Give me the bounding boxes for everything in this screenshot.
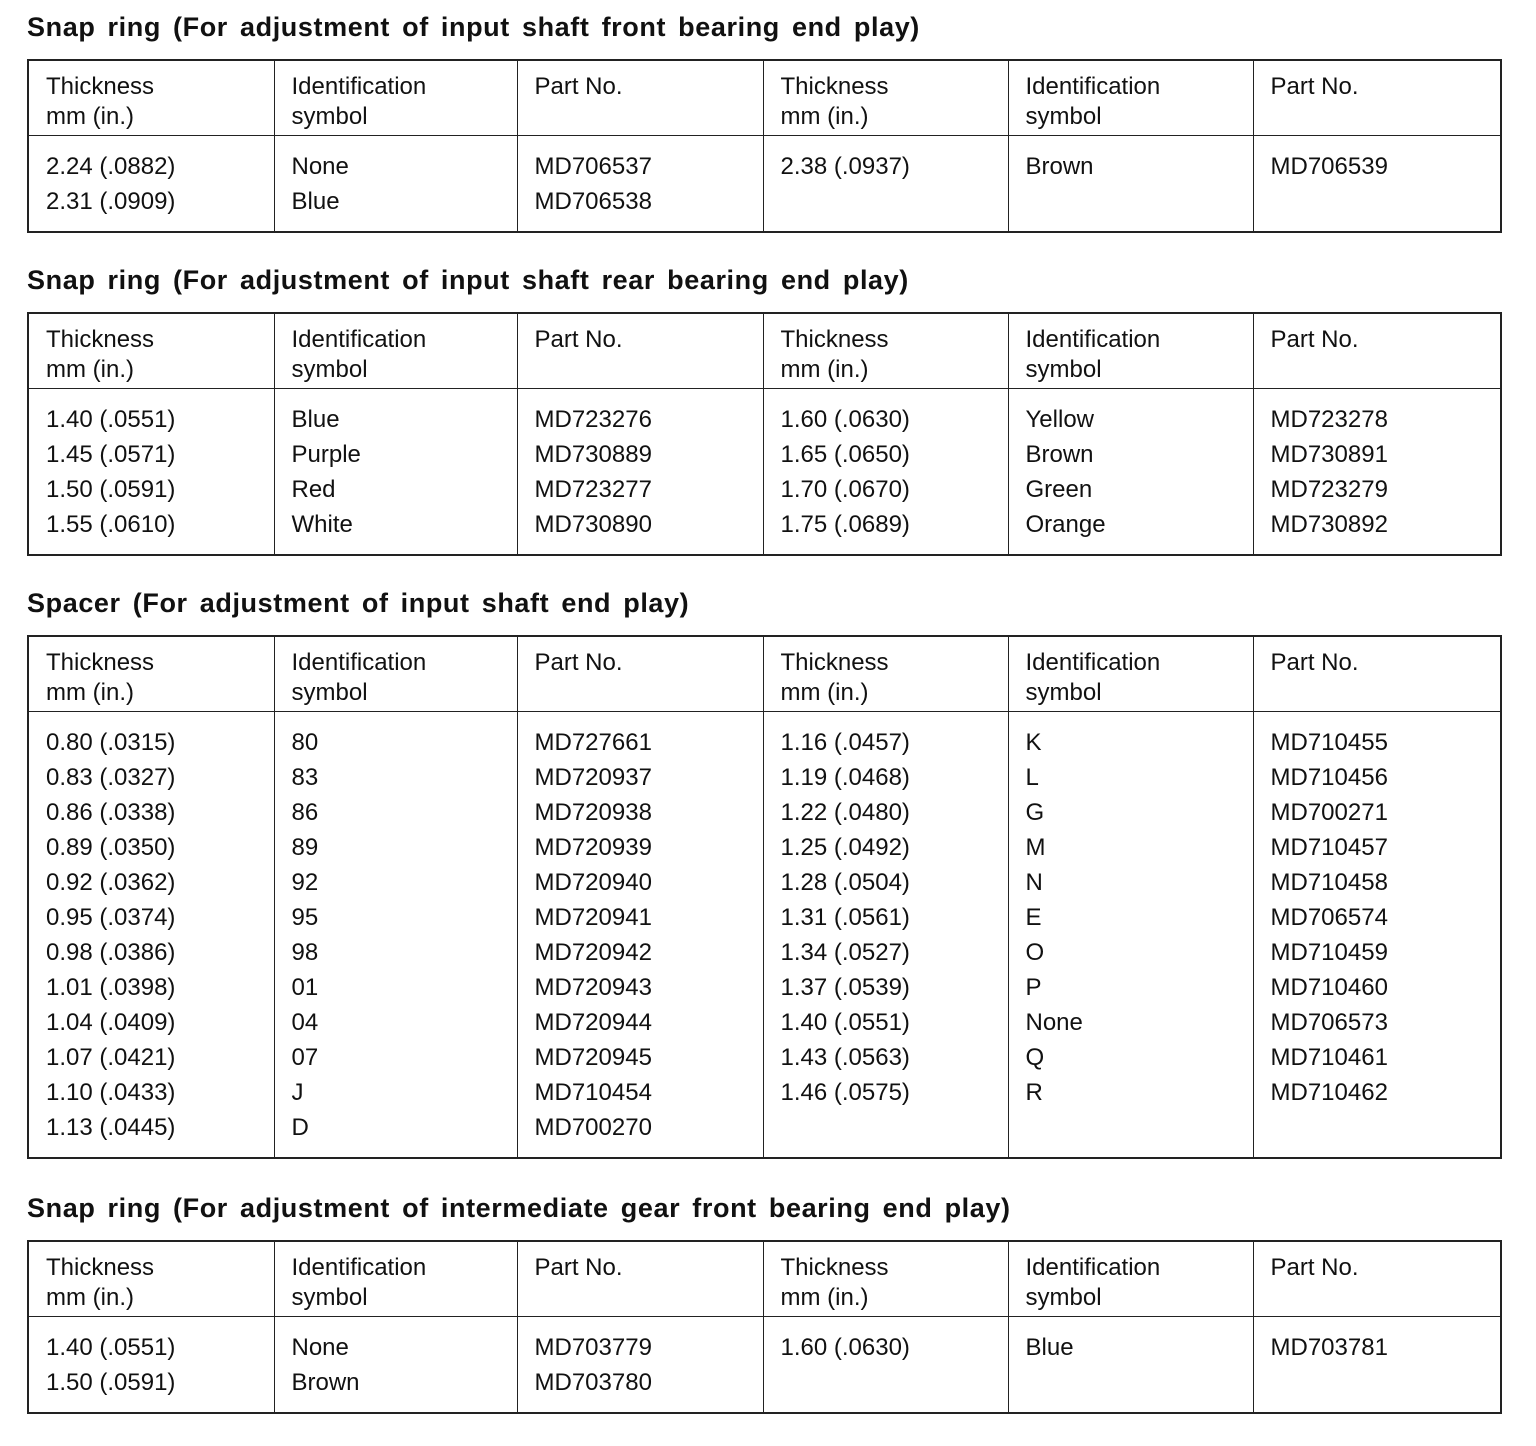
cell-value: 1.40 (.0551) <box>46 1333 176 1361</box>
cell-value: 0.83 (.0327) <box>46 763 176 791</box>
table-input-shaft-front-snap-ring <box>27 59 1502 233</box>
cell-value: 89 <box>291 833 319 861</box>
cell-value: 1.13 (.0445) <box>46 1113 176 1141</box>
header-label: symbol <box>1025 103 1102 130</box>
cell-value: MD730890 <box>534 510 652 538</box>
cell-value: 1.75 (.0689) <box>780 510 910 538</box>
header-label: Thickness <box>46 73 155 100</box>
header-label: mm (in.) <box>46 1284 134 1311</box>
cell-value: 1.60 (.0630) <box>780 1333 910 1361</box>
header-row <box>28 313 1501 388</box>
cell-value: MD723276 <box>534 405 652 433</box>
cell-value: 1.34 (.0527) <box>780 938 910 966</box>
column-header-identification-symbol <box>1008 636 1253 711</box>
cell-value: 1.45 (.0571) <box>46 440 176 468</box>
header-label: Thickness <box>780 649 889 676</box>
cell-value: MD723277 <box>534 475 652 503</box>
cell-value: MD703780 <box>534 1368 652 1396</box>
cell-value: MD730892 <box>1270 510 1388 538</box>
column-cell-identification-symbol <box>274 135 517 232</box>
column-cell-part-no <box>517 711 763 1158</box>
cell-value: 0.89 (.0350) <box>46 833 176 861</box>
column-cell-identification-symbol <box>1008 135 1253 232</box>
column-header-part-no <box>517 60 763 135</box>
cell-value: Blue <box>1025 1333 1074 1361</box>
column-cell-part-no <box>1253 1316 1501 1413</box>
header-label: symbol <box>1025 356 1102 383</box>
column-header-identification-symbol <box>274 313 517 388</box>
column-cell-thickness <box>28 388 274 555</box>
cell-value: 1.25 (.0492) <box>780 833 910 861</box>
column-cell-identification-symbol <box>274 388 517 555</box>
cell-value: Orange <box>1025 510 1106 538</box>
header-label: Identification <box>1025 73 1161 100</box>
cell-value: Purple <box>291 440 361 468</box>
cell-value: E <box>1025 903 1042 931</box>
column-cell-thickness <box>28 1316 274 1413</box>
header-label: Part No. <box>1270 1254 1359 1281</box>
header-label: Thickness <box>46 649 155 676</box>
cell-value: MD706537 <box>534 152 652 180</box>
column-header-thickness <box>28 636 274 711</box>
cell-value: 2.31 (.0909) <box>46 187 176 215</box>
column-cell-identification-symbol <box>274 1316 517 1413</box>
cell-value: MD720938 <box>534 798 652 826</box>
cell-value: MD720939 <box>534 833 652 861</box>
cell-value: 04 <box>291 1008 319 1036</box>
cell-value: MD706539 <box>1270 152 1388 180</box>
cell-value: 95 <box>291 903 319 931</box>
cell-value: 1.19 (.0468) <box>780 763 910 791</box>
column-header-identification-symbol <box>1008 60 1253 135</box>
header-label: symbol <box>291 356 368 383</box>
header-label: symbol <box>291 103 368 130</box>
table-intermediate-gear-snap-ring <box>27 1240 1502 1414</box>
cell-value: 0.92 (.0362) <box>46 868 176 896</box>
header-label: Identification <box>291 73 427 100</box>
column-header-part-no <box>1253 636 1501 711</box>
cell-value: Q <box>1025 1043 1045 1071</box>
cell-value: L <box>1025 763 1039 791</box>
cell-value: None <box>1025 1008 1083 1036</box>
cell-value: 1.40 (.0551) <box>780 1008 910 1036</box>
cell-value: MD710456 <box>1270 763 1388 791</box>
cell-value: MD720941 <box>534 903 652 931</box>
cell-value: MD723279 <box>1270 475 1388 503</box>
header-label: Identification <box>291 1254 427 1281</box>
cell-value: Blue <box>291 405 340 433</box>
cell-value: MD706573 <box>1270 1008 1388 1036</box>
cell-value: MD720944 <box>534 1008 652 1036</box>
cell-value: MD710460 <box>1270 973 1388 1001</box>
header-label: Thickness <box>780 73 889 100</box>
cell-value: 07 <box>291 1043 319 1071</box>
cell-value: MD700270 <box>534 1113 652 1141</box>
column-header-thickness <box>28 313 274 388</box>
header-label: Part No. <box>1270 73 1359 100</box>
header-row <box>28 636 1501 711</box>
column-cell-identification-symbol <box>1008 711 1253 1158</box>
section-title-input-shaft-rear-snap-ring: Snap ring (For adjustment of input shaft rear bearing end play) <box>27 265 909 295</box>
column-cell-thickness <box>28 711 274 1158</box>
cell-value: White <box>291 510 353 538</box>
cell-value: MD723278 <box>1270 405 1388 433</box>
cell-value: 1.01 (.0398) <box>46 973 176 1001</box>
cell-value: 1.50 (.0591) <box>46 475 176 503</box>
cell-value: 1.60 (.0630) <box>780 405 910 433</box>
cell-value: 0.95 (.0374) <box>46 903 176 931</box>
table-input-shaft-spacer <box>27 635 1502 1159</box>
column-header-part-no <box>1253 1241 1501 1316</box>
cell-value: 1.70 (.0670) <box>780 475 910 503</box>
cell-value: 92 <box>291 868 319 896</box>
cell-value: MD710462 <box>1270 1078 1388 1106</box>
cell-value: MD710457 <box>1270 833 1388 861</box>
cell-value: D <box>291 1113 309 1141</box>
cell-value: 98 <box>291 938 319 966</box>
cell-value: 1.46 (.0575) <box>780 1078 910 1106</box>
cell-value: 1.07 (.0421) <box>46 1043 176 1071</box>
cell-value: MD720943 <box>534 973 652 1001</box>
cell-value: J <box>291 1078 304 1106</box>
header-label: Identification <box>291 326 427 353</box>
header-label: Part No. <box>534 1254 623 1281</box>
column-header-thickness <box>28 1241 274 1316</box>
cell-value: MD710458 <box>1270 868 1388 896</box>
header-label: Part No. <box>1270 326 1359 353</box>
column-header-part-no <box>517 636 763 711</box>
cell-value: Blue <box>291 187 340 215</box>
header-row <box>28 60 1501 135</box>
header-label: Thickness <box>46 326 155 353</box>
header-row <box>28 1241 1501 1316</box>
header-label: mm (in.) <box>780 1284 869 1311</box>
header-label: symbol <box>1025 679 1102 706</box>
cell-value: 1.28 (.0504) <box>780 868 910 896</box>
cell-value: M <box>1025 833 1046 861</box>
cell-value: Brown <box>291 1368 360 1396</box>
column-cell-part-no <box>1253 711 1501 1158</box>
column-cell-thickness <box>763 711 1008 1158</box>
column-cell-identification-symbol <box>1008 1316 1253 1413</box>
cell-value: P <box>1025 973 1042 1001</box>
column-header-identification-symbol <box>1008 1241 1253 1316</box>
cell-value: Brown <box>1025 152 1094 180</box>
table-row <box>28 1316 1501 1413</box>
cell-value: 01 <box>291 973 319 1001</box>
cell-value: Red <box>291 475 336 503</box>
cell-value: K <box>1025 728 1042 756</box>
column-header-thickness <box>763 1241 1008 1316</box>
cell-value: O <box>1025 938 1045 966</box>
cell-value: 0.98 (.0386) <box>46 938 176 966</box>
header-label: symbol <box>291 1284 368 1311</box>
column-header-identification-symbol <box>1008 313 1253 388</box>
column-cell-part-no <box>517 388 763 555</box>
column-cell-part-no <box>517 135 763 232</box>
cell-value: None <box>291 1333 349 1361</box>
header-label: mm (in.) <box>46 356 134 383</box>
cell-value: 0.80 (.0315) <box>46 728 176 756</box>
header-label: mm (in.) <box>780 103 869 130</box>
header-label: Thickness <box>780 1254 889 1281</box>
header-label: mm (in.) <box>780 356 869 383</box>
column-cell-identification-symbol <box>274 711 517 1158</box>
section-title-input-shaft-front-snap-ring: Snap ring (For adjustment of input shaft front bearing end play) <box>27 12 920 42</box>
cell-value: 1.37 (.0539) <box>780 973 910 1001</box>
cell-value: 1.43 (.0563) <box>780 1043 910 1071</box>
header-label: symbol <box>1025 1284 1102 1311</box>
column-header-thickness <box>763 636 1008 711</box>
header-label: mm (in.) <box>46 103 134 130</box>
column-header-thickness <box>763 313 1008 388</box>
section-title-input-shaft-spacer: Spacer (For adjustment of input shaft end play) <box>27 588 690 618</box>
column-cell-part-no <box>517 1316 763 1413</box>
cell-value: MD730891 <box>1270 440 1388 468</box>
header-label: Part No. <box>1270 649 1359 676</box>
cell-value: MD700271 <box>1270 798 1388 826</box>
header-label: Identification <box>291 649 427 676</box>
cell-value: G <box>1025 798 1045 826</box>
column-cell-part-no <box>1253 135 1501 232</box>
cell-value: N <box>1025 868 1043 896</box>
cell-value: None <box>291 152 349 180</box>
header-label: mm (in.) <box>780 679 869 706</box>
cell-value: MD710459 <box>1270 938 1388 966</box>
column-cell-identification-symbol <box>1008 388 1253 555</box>
cell-value: 1.40 (.0551) <box>46 405 176 433</box>
cell-value: MD710455 <box>1270 728 1388 756</box>
column-header-identification-symbol <box>274 636 517 711</box>
column-cell-thickness <box>763 388 1008 555</box>
cell-value: 1.22 (.0480) <box>780 798 910 826</box>
cell-value: 0.86 (.0338) <box>46 798 176 826</box>
cell-value: 83 <box>291 763 319 791</box>
header-label: Identification <box>1025 326 1161 353</box>
cell-value: 1.31 (.0561) <box>780 903 910 931</box>
header-label: Part No. <box>534 73 623 100</box>
header-label: Thickness <box>46 1254 155 1281</box>
cell-value: MD720940 <box>534 868 652 896</box>
column-header-part-no <box>1253 313 1501 388</box>
cell-value: 1.16 (.0457) <box>780 728 910 756</box>
cell-value: MD720945 <box>534 1043 652 1071</box>
table-input-shaft-rear-snap-ring <box>27 312 1502 556</box>
cell-value: MD703781 <box>1270 1333 1388 1361</box>
header-label: Identification <box>1025 1254 1161 1281</box>
header-label: mm (in.) <box>46 679 134 706</box>
column-header-thickness <box>28 60 274 135</box>
header-label: Part No. <box>534 649 623 676</box>
column-cell-thickness <box>763 1316 1008 1413</box>
cell-value: 1.50 (.0591) <box>46 1368 176 1396</box>
column-header-identification-symbol <box>274 60 517 135</box>
cell-value: MD706538 <box>534 187 652 215</box>
cell-value: MD720937 <box>534 763 652 791</box>
cell-value: MD730889 <box>534 440 652 468</box>
table-row <box>28 388 1501 555</box>
cell-value: 1.10 (.0433) <box>46 1078 176 1106</box>
column-header-part-no <box>517 1241 763 1316</box>
cell-value: 1.65 (.0650) <box>780 440 910 468</box>
cell-value: MD706574 <box>1270 903 1388 931</box>
column-cell-thickness <box>763 135 1008 232</box>
cell-value: MD710454 <box>534 1078 652 1106</box>
table-row <box>28 135 1501 232</box>
column-header-part-no <box>517 313 763 388</box>
header-label: Thickness <box>780 326 889 353</box>
header-label: Part No. <box>534 326 623 353</box>
cell-value: MD710461 <box>1270 1043 1388 1071</box>
cell-value: R <box>1025 1078 1043 1106</box>
cell-value: 1.55 (.0610) <box>46 510 176 538</box>
cell-value: Green <box>1025 475 1093 503</box>
section-title-intermediate-gear-snap-ring: Snap ring (For adjustment of intermediate gear front bearing end play) <box>27 1193 1011 1223</box>
cell-value: 1.04 (.0409) <box>46 1008 176 1036</box>
cell-value: MD727661 <box>534 728 652 756</box>
column-header-part-no <box>1253 60 1501 135</box>
table-row <box>28 711 1501 1158</box>
cell-value: MD703779 <box>534 1333 652 1361</box>
column-cell-part-no <box>1253 388 1501 555</box>
header-label: symbol <box>291 679 368 706</box>
cell-value: 2.24 (.0882) <box>46 152 176 180</box>
column-header-identification-symbol <box>274 1241 517 1316</box>
cell-value: 86 <box>291 798 319 826</box>
cell-value: 80 <box>291 728 319 756</box>
header-label: Identification <box>1025 649 1161 676</box>
column-cell-thickness <box>28 135 274 232</box>
cell-value: Brown <box>1025 440 1094 468</box>
cell-value: Yellow <box>1025 405 1094 433</box>
cell-value: MD720942 <box>534 938 652 966</box>
cell-value: 2.38 (.0937) <box>780 152 910 180</box>
column-header-thickness <box>763 60 1008 135</box>
